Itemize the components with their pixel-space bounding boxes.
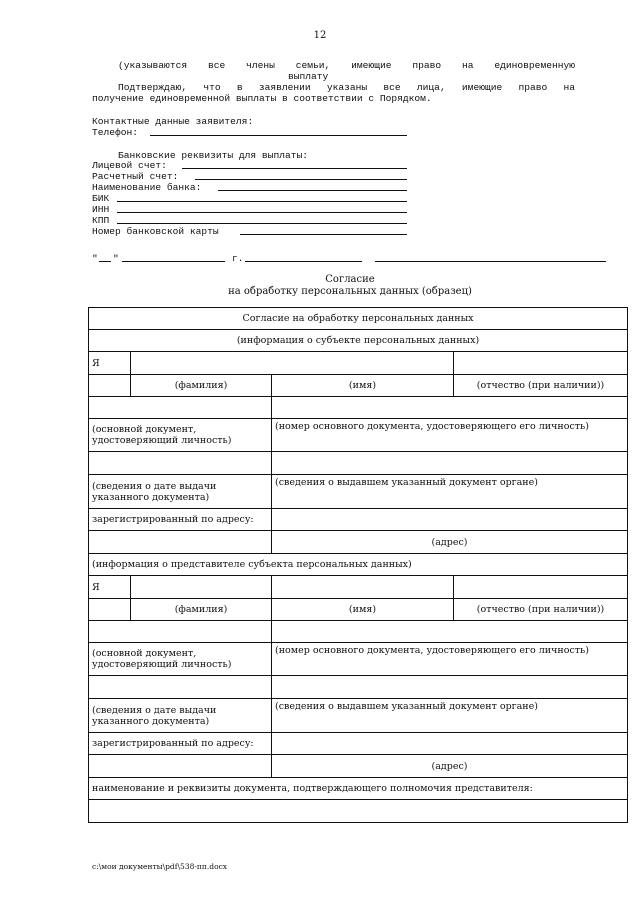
rep-issuer-field[interactable]: [272, 676, 628, 699]
table-row: [89, 308, 628, 330]
subject-id-number-caption: (номер основного документа, удостоверяющего его личность): [272, 419, 628, 452]
rep-header: (информация о представителе субъекта персональных данных): [89, 554, 628, 576]
table-row: [89, 778, 628, 800]
subject-issuer-caption: (сведения о выдавшем указанный документ органе): [272, 475, 628, 509]
table-row: [89, 699, 628, 733]
kpp-line[interactable]: [117, 223, 407, 224]
authority-doc-field[interactable]: [89, 800, 628, 823]
inn-line[interactable]: [117, 212, 407, 213]
rep-id-number-caption: (номер основного документа, удостоверяющего его личность): [272, 643, 628, 676]
table-row: [89, 419, 628, 452]
footer-file-path: c:\мои документы\pdf\538-пп.docx: [92, 862, 228, 871]
phone-input-line[interactable]: [150, 135, 407, 136]
table-row: [89, 599, 628, 621]
table-row: [89, 800, 628, 823]
date-month-line[interactable]: [122, 261, 225, 262]
subject-patronymic-caption: (отчество (при наличии)): [454, 375, 628, 397]
rep-address-caption: (адрес): [272, 755, 628, 778]
consent-table: [88, 307, 628, 823]
rep-issue-date-caption: (сведения о дате выдачи указанного документа): [89, 699, 272, 733]
rep-name-caption: (имя): [272, 599, 454, 621]
bank-heading: Банковские реквизиты для выплаты:: [118, 150, 308, 161]
inn-label: ИНН: [92, 204, 110, 215]
subject-blank-cell: [89, 375, 131, 397]
rep-blank-cell: [89, 599, 131, 621]
subject-address-caption: (адрес): [272, 531, 628, 554]
date-quote-close: ": [113, 253, 119, 264]
table-row: [89, 509, 628, 531]
rep-address-field[interactable]: [272, 733, 628, 755]
rep-registered-label: зарегистрированный по адресу:: [89, 733, 272, 755]
rep-patronymic-field[interactable]: [454, 576, 628, 599]
table-row: [89, 643, 628, 676]
consent-subtitle: на обработку персональных данных (образец): [228, 286, 472, 297]
rep-patronymic-caption: (отчество (при наличии)): [454, 599, 628, 621]
personal-account-label: Лицевой счет:: [92, 160, 167, 171]
intro-line-1-cont: выплату: [288, 71, 329, 82]
signature-line[interactable]: [375, 261, 606, 262]
table-row: [89, 576, 628, 599]
subject-issue-date-caption: (сведения о дате выдачи указанного документа): [89, 475, 272, 509]
bik-label: БИК: [92, 193, 110, 204]
table-row: [89, 554, 628, 576]
personal-account-line[interactable]: [182, 168, 407, 169]
confirm-line-2: получение единовременной выплаты в соответствии с Порядком.: [92, 93, 432, 104]
rep-issuer-caption: (сведения о выдавшем указанный документ органе): [272, 699, 628, 733]
subject-issuer-field[interactable]: [272, 452, 628, 475]
subject-surname-field[interactable]: [131, 352, 454, 375]
subject-id-doc-caption: (основной документ, удостоверяющий личность): [89, 419, 272, 452]
intro-line-1: (указываются все члены семьи, имеющие право на единовременную: [118, 60, 575, 71]
card-number-label: Номер банковской карты: [92, 226, 219, 237]
subject-registered-label: зарегистрированный по адресу:: [89, 509, 272, 531]
table-row: [89, 330, 628, 352]
rep-id-doc-field[interactable]: [89, 621, 272, 643]
year-suffix: г.: [232, 253, 244, 264]
table-row: [89, 475, 628, 509]
table-row: [89, 621, 628, 643]
subject-name-caption: (имя): [272, 375, 454, 397]
contact-heading: Контактные данные заявителя:: [92, 116, 254, 127]
subject-id-number-field[interactable]: [272, 397, 628, 419]
subject-issue-date-field[interactable]: [89, 452, 272, 475]
rep-name-field[interactable]: [272, 576, 454, 599]
bank-name-line[interactable]: [218, 190, 407, 191]
subject-surname-caption: (фамилия): [131, 375, 272, 397]
table-row: [89, 755, 628, 778]
date-day-line[interactable]: [99, 261, 111, 262]
table-row: [89, 733, 628, 755]
rep-address-field-left[interactable]: [89, 755, 272, 778]
subject-address-field[interactable]: [272, 509, 628, 531]
rep-ya-label: Я: [89, 576, 131, 599]
subject-id-doc-field[interactable]: [89, 397, 272, 419]
date-quote-open: ": [92, 253, 98, 264]
confirm-line-1: Подтверждаю, что в заявлении указаны все лица, имеющие право на: [118, 82, 575, 93]
date-extra-line[interactable]: [245, 261, 362, 262]
consent-title: Согласие: [325, 274, 375, 285]
table-row: [89, 452, 628, 475]
subject-ya-label: Я: [89, 352, 131, 375]
rep-id-doc-caption: (основной документ, удостоверяющий личность): [89, 643, 272, 676]
subject-address-field-left[interactable]: [89, 531, 272, 554]
table-title: Согласие на обработку персональных данных: [89, 308, 628, 330]
table-row: [89, 531, 628, 554]
subject-header: (информация о субъекте персональных данных): [89, 330, 628, 352]
card-number-line[interactable]: [240, 234, 407, 235]
settlement-account-line[interactable]: [195, 179, 407, 180]
bik-line[interactable]: [117, 201, 407, 202]
kpp-label: КПП: [92, 215, 110, 226]
page-number: 12: [313, 30, 327, 41]
phone-label: Телефон:: [92, 127, 139, 138]
table-row: [89, 397, 628, 419]
settlement-account-label: Расчетный счет:: [92, 171, 179, 182]
rep-issue-date-field[interactable]: [89, 676, 272, 699]
rep-id-number-field[interactable]: [272, 621, 628, 643]
subject-name-field[interactable]: [454, 352, 628, 375]
table-row: [89, 676, 628, 699]
rep-surname-field[interactable]: [131, 576, 272, 599]
bank-name-label: Наименование банка:: [92, 182, 202, 193]
table-row: [89, 352, 628, 375]
authority-doc-label: наименование и реквизиты документа, подтверждающего полномочия представителя:: [89, 778, 628, 800]
rep-surname-caption: (фамилия): [131, 599, 272, 621]
table-row: [89, 375, 628, 397]
